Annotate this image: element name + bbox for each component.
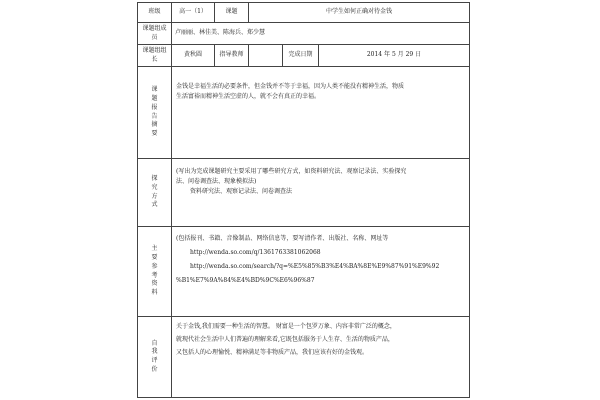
topic-label: 课题: [215, 3, 249, 23]
methods-line: 法、问卷调查法、现象模拟法): [176, 178, 257, 186]
class-label: 班级: [138, 3, 172, 23]
header-row: [138, 3, 470, 23]
methods-row: [138, 159, 470, 227]
evaluation-row: [138, 317, 470, 398]
research-report-table: [137, 2, 470, 398]
summary-line: 金钱是幸福生活的必要条件，但金钱并不等于幸福，因为人类不能没有精神生活，物质: [176, 83, 405, 90]
summary-content: [172, 67, 470, 159]
reference-link[interactable]: http://wenda.so.com/search/?q=%E5%85%B3%E4%BA%8E%E9%87%91%E9%92: [190, 263, 440, 271]
references-row: [138, 227, 470, 317]
members-value: 卢丽丽、林佳美、陈海兵、郑少慧: [172, 23, 470, 45]
leader-row: [138, 45, 470, 67]
teacher-label: 指导教师: [215, 45, 249, 67]
methods-label: 探究方式: [138, 159, 172, 227]
leader-label: 课题组组长: [138, 45, 172, 67]
evaluation-content: [172, 317, 470, 398]
members-label: 课题组成员: [138, 23, 172, 45]
references-line: (包括报刊、书籍、音像制品、网络信息等，要写清作者、出版社、名称、网址等: [176, 235, 389, 242]
evaluation-label: 自我评价: [138, 317, 172, 398]
members-row: [138, 23, 470, 45]
references-label: 主要参考资料: [138, 227, 172, 317]
references-content: [172, 227, 470, 317]
methods-line: 资料研究法、观察记录法、问卷调查法: [190, 188, 293, 196]
date-value: 2014 年 5 月 29 日: [319, 45, 470, 67]
class-value: 高一（1）: [172, 3, 215, 23]
reference-link-continued[interactable]: %B1%E7%9A%84%E4%BD%9C%E6%96%87: [176, 277, 315, 285]
leader-value: 黄秋圆: [172, 45, 215, 67]
evaluation-line: 又包括人的心理愉悦、精神满足等非物质产品，我们应该有好的金钱观。: [176, 349, 369, 357]
methods-line: (写出为完成课题研究主要采用了哪些研究方式，如资料研究法、观察记录法、实验探究: [176, 168, 407, 175]
summary-label: 课题报告摘要: [138, 67, 172, 159]
summary-line: 生活富裕而精神生活空虚的人，就不会有真正的幸福。: [176, 93, 321, 101]
evaluation-line: 关于金钱,我们需要一种生活的智慧。 财富是一个包罗万象、内容非常广泛的概念，: [176, 323, 396, 330]
summary-row: [138, 67, 470, 159]
reference-link[interactable]: http://wenda.so.com/q/1361763381062068: [190, 249, 321, 257]
evaluation-line: 就现代社会生活中人们普遍的理解来看,它既包括服务于人生存、生活的物质产品，: [176, 336, 394, 344]
topic-value: 中学生如何正确对待金钱: [249, 3, 470, 23]
methods-content: [172, 159, 470, 227]
date-label: 完成日期: [283, 45, 319, 67]
teacher-value: [249, 45, 283, 67]
